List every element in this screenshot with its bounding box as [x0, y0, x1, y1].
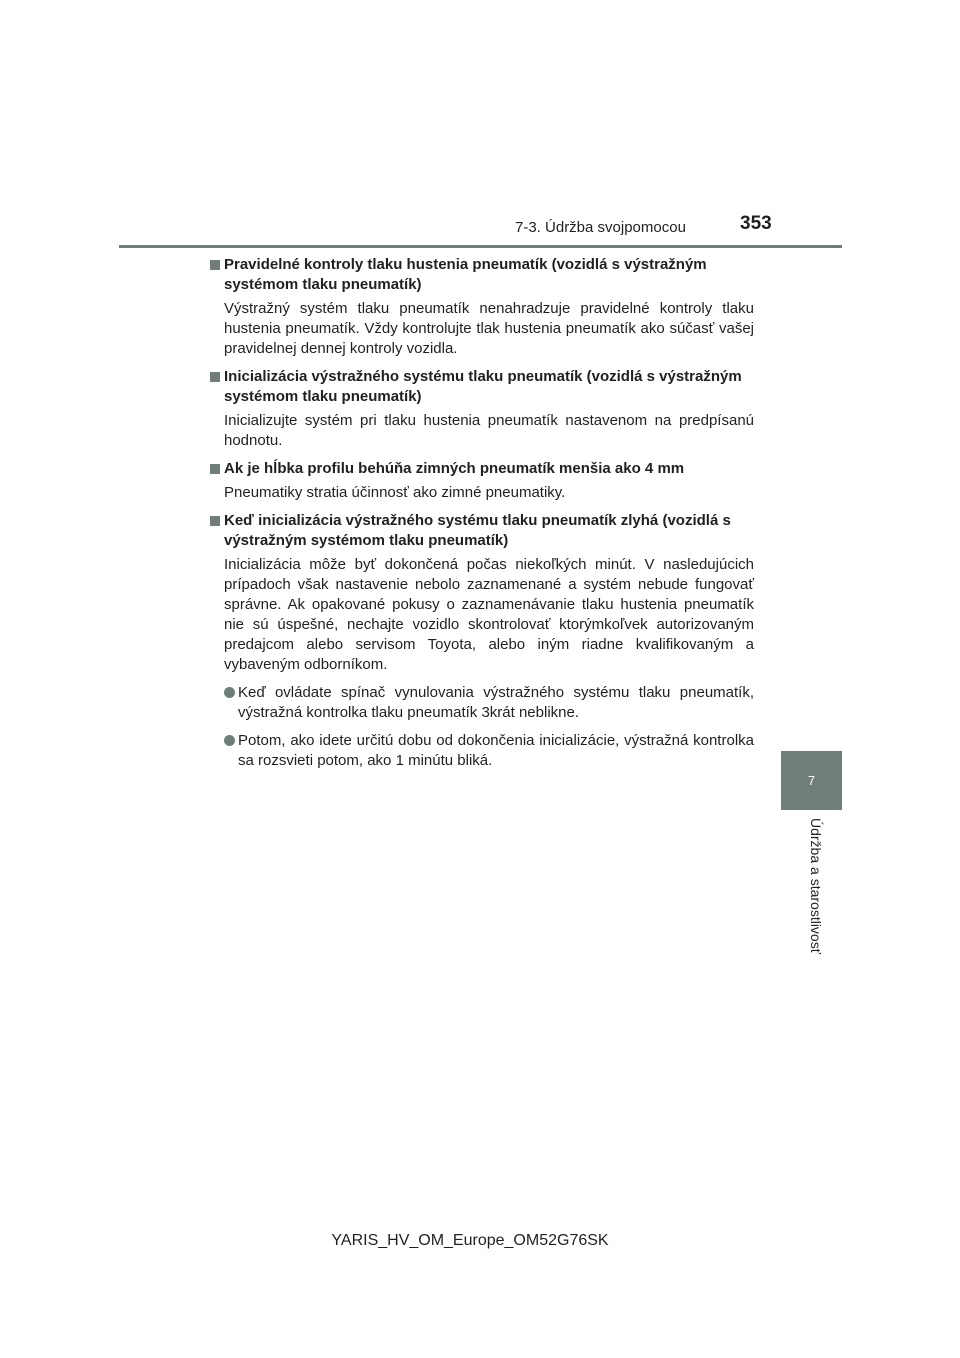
section-winter-tire-tread [210, 459, 754, 503]
square-bullet-icon [210, 516, 220, 526]
section-body [210, 555, 754, 771]
round-bullet-icon [224, 687, 235, 698]
section-body: Výstražný systém tlaku pneumatík nenahradzuje pravidelné kontroly tlaku hustenia pneumatík. Vždy kontrolujte tlak hustenia pneumatík ako súčasť vašej pravidelnej dennej kontroly vozidla. [224, 300, 754, 357]
section-tire-pressure-checks [210, 255, 754, 359]
section-initialization-failure [210, 511, 754, 771]
square-bullet-icon [210, 260, 220, 270]
section-heading [210, 459, 754, 479]
section-heading-text: Keď inicializácia výstražného systému tlaku pneumatík zlyhá (vozidlá s výstražným systémom tlaku pneumatík) [224, 512, 731, 549]
section-body-text: Inicializácia môže byť dokončená počas niekoľkých minút. V nasledujúcich prípadoch však nastavenie nebolo zaznamenané a systém nebude fungovať správne. Ak opakované pokusy o zaznamenávanie tlaku hustenia pneumatík nie sú úspešné, nechajte vozidlo skontrolovať ktorýmkoľvek autorizovaným predajcom alebo servisom Toyota, alebo iným riadne kvalifikovaným a vybaveným odborníkom. [224, 556, 754, 673]
footer [0, 1232, 960, 1250]
section-body: Inicializujte systém pri tlaku hustenia pneumatík nastavenom na predpísanú hodnotu. [224, 412, 754, 449]
chapter-tab [781, 751, 842, 810]
section-system-initialization [210, 367, 754, 451]
chapter-title: Údržba a starostlivosť [808, 818, 824, 954]
list-item-text: Potom, ako idete určitú dobu od dokončenia inicializácie, výstražná kontrolka sa rozsvieti potom, ako 1 minútu bliká. [238, 732, 754, 769]
section-body: Pneumatiky stratia účinnosť ako zimné pneumatiky. [224, 484, 566, 501]
list-item [224, 731, 754, 771]
header-section-title: 7-3. Údržba svojpomocou [515, 219, 686, 236]
section-heading-text: Pravidelné kontroly tlaku hustenia pneumatík (vozidlá s výstražným systémom tlaku pneumatík) [224, 256, 707, 293]
list-item [224, 683, 754, 723]
round-bullet-icon [224, 735, 235, 746]
page-number: 353 [740, 213, 772, 234]
square-bullet-icon [210, 372, 220, 382]
document-id: YARIS_HV_OM_Europe_OM52G76SK [331, 1232, 609, 1249]
section-heading [210, 255, 754, 295]
section-heading-text: Inicializácia výstražného systému tlaku pneumatík (vozidlá s výstražným systémom tlaku pneumatík) [224, 368, 742, 405]
square-bullet-icon [210, 464, 220, 474]
chapter-number: 7 [807, 773, 816, 788]
page-content [210, 255, 754, 779]
list-item-text: Keď ovládate spínač vynulovania výstražného systému tlaku pneumatík, výstražná kontrolka tlaku pneumatík 3krát neblikne. [238, 684, 754, 721]
section-heading-text: Ak je hĺbka profilu behúňa zimných pneumatík menšia ako 4 mm [224, 460, 685, 477]
header-divider [119, 245, 842, 248]
section-heading [210, 367, 754, 407]
section-heading [210, 511, 754, 551]
